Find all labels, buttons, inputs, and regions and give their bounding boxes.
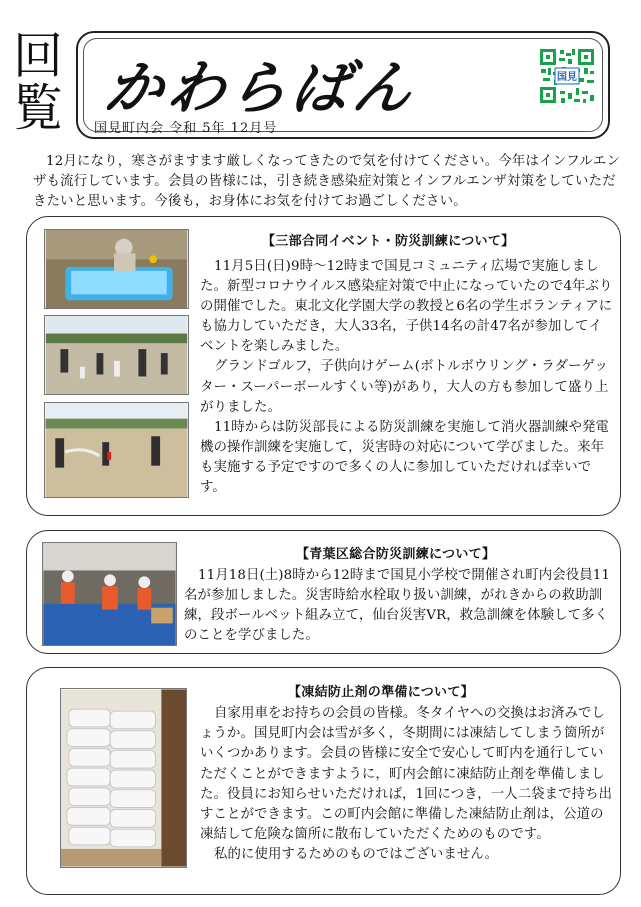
photo-antifreeze-bags (60, 688, 187, 868)
photo-grand-golf (44, 315, 189, 395)
antifreeze-paragraph-2: 私的に使用するためのものではございません。 (214, 847, 499, 863)
section-title-antifreeze: 【凍結防止剤の準備について】 (288, 685, 474, 700)
masthead (76, 31, 610, 139)
newsletter-title: かわらばん (100, 54, 421, 122)
event-paragraph-1: 11月5日(日)9時～12時まで国見コミュニティ広場で実施しました。新型コロナウイルス感染症対策で中止になっていたので4年ぶりの開催でした。東北文化学園大学の教授と6名の学生ボランティアにも協力していただき，大人33名，子供14名の計47名が参加してイベントを楽しみました。 (200, 259, 613, 355)
event-paragraph-3: 11時からは防災部長による防災訓練を実施して消火器訓練や発電機の操作訓練を実施して，災害時の対応について学びました。来年も実施する予定ですので多くの人に参加していただければ幸いです。 (200, 419, 609, 496)
section-body-aoba-drill (184, 566, 614, 646)
section-title-aoba-drill: 【青葉区総合防災訓練について】 (296, 547, 496, 562)
section-body-antifreeze (200, 704, 615, 866)
qr-center-label: 国見 (557, 72, 577, 83)
section-title-event: 【三部合同イベント・防災訓練について】 (262, 234, 515, 249)
photo-fire-drill (44, 402, 189, 498)
section-body-event (200, 257, 615, 498)
photo-pool-game (44, 229, 189, 309)
event-paragraph-2: グランドゴルフ，子供向けゲーム(ボトルボウリング・ラダーゲッター・スーパーボールすくい等)があり，大人の方も参加して盛り上がりました。 (200, 359, 609, 415)
photo-aoba-drill (42, 542, 177, 646)
antifreeze-paragraph-1: 自家用車をお持ちの会員の皆様。冬タイヤへの交換はお済みでしょうか。国見町内会は雪が多く，冬期間には凍結してしまう箇所がいくつかあります。会員の皆様に安全で安心して町内を通行していただくことができますように，町内会館に凍結防止剤を準備しました。役員にお知らせいただければ，1回につき，一人二袋まで持ち出すことができます。この町内会館に準備した凍結防止剤は，公道の凍結して危険な箇所に散布していただくためのものです。 (200, 706, 613, 843)
intro-paragraph: 12月になり，寒さがますます厳しくなってきたので気を付けてください。今年はインフルエンザも流行しています。会員の皆様には，引き続き感染症対策とインフルエンザ対策をしていただきたいと思います。今後も，お身体にお気を付けてお過ごしください。 (33, 154, 621, 209)
kairan-kanji-bottom: 覧 (13, 79, 63, 137)
issue-line: 国見町内会 令和 5年 12月号 (94, 121, 278, 136)
qr-code-icon (538, 47, 596, 121)
aoba-drill-paragraph: 11月18日(土)8時から12時まで国見小学校で開催され町内会役員11名が参加しました。災害時給水栓取り扱い訓練，がれきからの救助訓練，段ボールベット組み立て，仙台災害VR，救急訓練を体験して多くのことを学びました。 (184, 568, 610, 643)
kairan-kanji-top: 回 (13, 27, 63, 85)
